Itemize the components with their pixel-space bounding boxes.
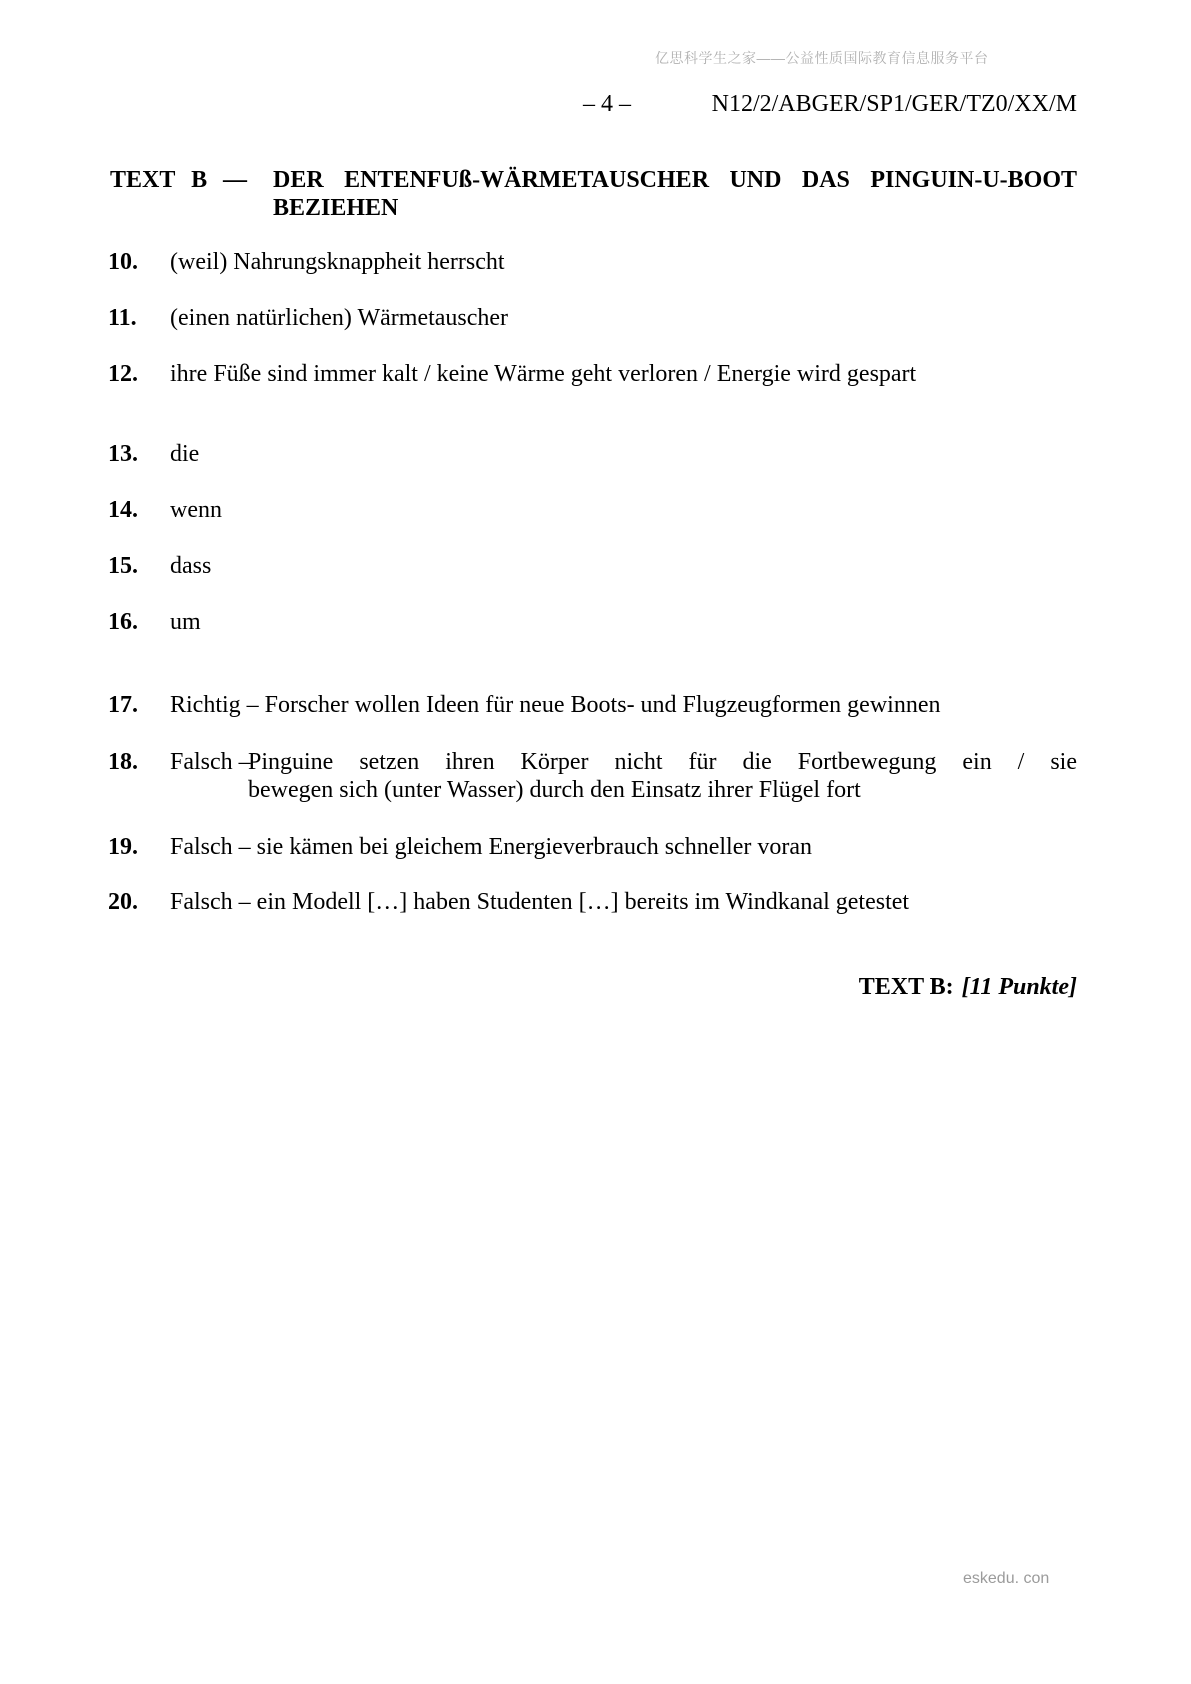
item-number: 13. <box>108 441 138 467</box>
item-number: 16. <box>108 609 138 635</box>
answer-item-10 <box>108 248 1077 276</box>
item-text-line1: Pinguine setzen ihren Körper nicht für die Fortbewegung ein / sie <box>248 749 1077 775</box>
item-number: 12. <box>108 361 138 387</box>
page-number: – 4 – <box>583 91 631 117</box>
item-number: 18. <box>108 749 138 775</box>
section-title-word-b: B <box>191 167 208 193</box>
answer-item-14 <box>108 496 1077 524</box>
section-title-dash: — <box>223 167 247 193</box>
answer-item-17 <box>108 691 1077 719</box>
answer-item-20 <box>108 888 1077 916</box>
item-text: (weil) Nahrungsknappheit herrscht <box>170 249 505 275</box>
paper-code: N12/2/ABGER/SP1/GER/TZ0/XX/M <box>711 91 1077 117</box>
section-title-word-text: TEXT <box>110 167 176 193</box>
item-text <box>248 748 1077 804</box>
answer-item-15 <box>108 552 1077 580</box>
section-title-line2: BEZIEHEN <box>273 195 399 221</box>
item-number: 10. <box>108 249 138 275</box>
section-title-line1: DER ENTENFUß-WÄRMETAUSCHER UND DAS PINGUIN-U-BOOT <box>273 167 1077 193</box>
item-number: 15. <box>108 553 138 579</box>
bottom-watermark-text: eskedu. con <box>963 1570 1050 1587</box>
item-text: Falsch – ein Modell […] haben Studenten […] bereits im Windkanal getestet <box>170 889 910 915</box>
section-title-body <box>273 166 1077 222</box>
item-text: Richtig – Forscher wollen Ideen für neue Boots- und Flugzeugformen gewinnen <box>170 692 941 718</box>
item-answer-prefix: Falsch – <box>170 749 251 775</box>
answer-item-16 <box>108 608 1077 636</box>
item-text: ihre Füße sind immer kalt / keine Wärme geht verloren / Energie wird gespart <box>170 361 917 387</box>
item-text: (einen natürlichen) Wärmetauscher <box>170 305 509 331</box>
item-text-line2: bewegen sich (unter Wasser) durch den Einsatz ihrer Flügel fort <box>248 777 861 803</box>
answer-item-12 <box>108 360 1077 388</box>
item-text: dass <box>170 553 212 579</box>
top-watermark-text: 亿思科学生之家——公益性质国际教育信息服务平台 <box>655 50 989 66</box>
section-title-label <box>110 166 247 194</box>
section-total-marks <box>108 973 1077 1001</box>
total-marks-label: TEXT B: <box>858 974 954 1000</box>
item-number: 19. <box>108 834 138 860</box>
item-text: die <box>170 441 200 467</box>
answer-item-11 <box>108 304 1077 332</box>
item-text: um <box>170 609 201 635</box>
section-title <box>110 166 1077 222</box>
item-number: 14. <box>108 497 138 523</box>
total-marks-points: [11 Punkte] <box>961 974 1077 1000</box>
answer-item-19 <box>108 833 1077 861</box>
item-number: 17. <box>108 692 138 718</box>
answer-item-13 <box>108 440 1077 468</box>
answer-item-18 <box>108 748 1077 804</box>
item-text: Falsch – sie kämen bei gleichem Energieverbrauch schneller voran <box>170 834 812 860</box>
item-number: 11. <box>108 305 137 331</box>
item-text: wenn <box>170 497 222 523</box>
item-number: 20. <box>108 889 138 915</box>
